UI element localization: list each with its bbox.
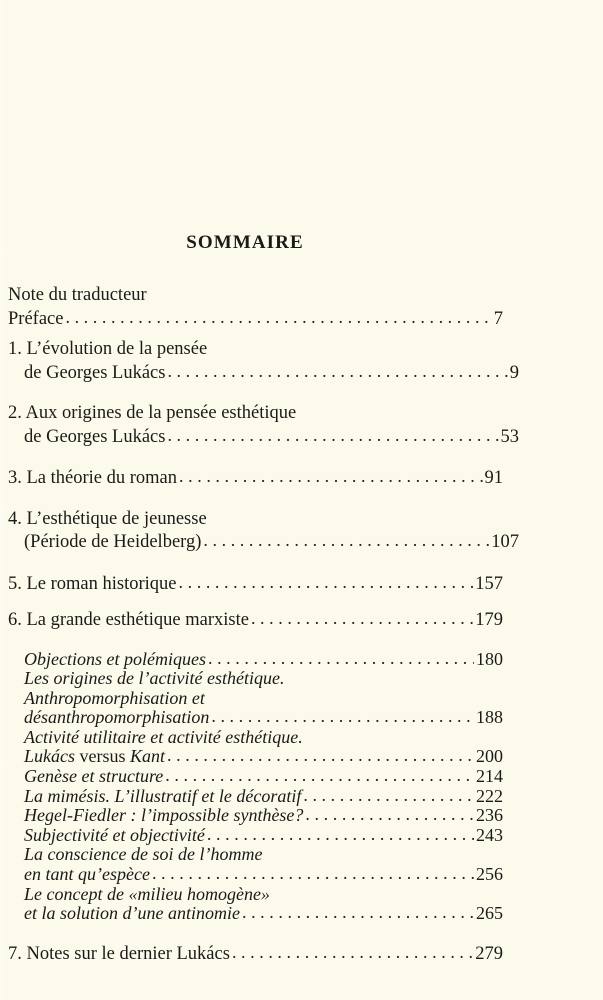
- subsection-label: Anthropomorphisation et: [24, 687, 205, 708]
- dot-leader: [179, 465, 482, 488]
- dot-leader: [152, 864, 474, 884]
- subsection-label-part-3: Kant: [125, 746, 166, 767]
- toc-line: [8, 425, 519, 449]
- toc-entry-label: 5. Le roman historique: [8, 573, 177, 594]
- toc-entry-label: 4. L’esthétique de jeunesse: [8, 508, 207, 529]
- dot-leader: [232, 941, 473, 964]
- toc-entry-label: 2. Aux origines de la pensée esthétique: [8, 403, 297, 423]
- dot-leader: [165, 766, 474, 786]
- dot-leader: [242, 903, 474, 923]
- dot-leader: [251, 607, 473, 630]
- subsection-label: Activité utilitaire et activité esthétique.: [24, 726, 303, 747]
- toc-line: [8, 338, 503, 361]
- subsection-label-part-2: versus: [79, 746, 126, 767]
- toc-entry-label: 3. La théorie du roman: [8, 468, 178, 488]
- toc-line: [8, 508, 503, 531]
- toc-entry-chapter-6[interactable]: [8, 608, 503, 632]
- toc-line: [8, 307, 503, 331]
- subsection-item[interactable]: [24, 865, 503, 885]
- toc-entry-label: 1. L’évolution de la pensée: [8, 339, 208, 359]
- spacer: [8, 924, 503, 942]
- toc-entry-chapter-5[interactable]: [8, 572, 503, 596]
- spacer: [8, 632, 503, 650]
- toc-line: [8, 361, 519, 385]
- toc-line: [8, 942, 503, 966]
- subsection-item[interactable]: [24, 708, 503, 728]
- subsection-page-number: 188: [476, 707, 503, 728]
- toc-entry-chapter-2[interactable]: [8, 402, 519, 448]
- dot-leader: [179, 571, 474, 594]
- toc-line: [8, 466, 503, 490]
- dot-leader: [65, 306, 491, 329]
- dot-leader: [203, 529, 489, 552]
- toc-entry-chapter-1[interactable]: [8, 338, 519, 384]
- dot-leader: [167, 424, 498, 447]
- subsection-page-number: 256: [476, 864, 503, 885]
- spacer: [8, 330, 503, 338]
- subsection-label: Le concept de «milieu homogène»: [24, 883, 270, 904]
- subsection-item[interactable]: [24, 689, 503, 709]
- dot-leader: [207, 825, 474, 845]
- dot-leader: [167, 360, 507, 383]
- toc-line: [8, 402, 503, 425]
- toc-page-number: 157: [475, 573, 503, 594]
- toc-page-number: 53: [500, 426, 519, 447]
- subsection-item[interactable]: [24, 728, 503, 748]
- subsection-label: La conscience de soi de l’homme: [24, 844, 263, 865]
- subsection-label: Subjectivité et objectivité: [24, 824, 205, 845]
- dot-leader: [211, 707, 474, 727]
- page-title: SOMMAIRE: [186, 232, 304, 253]
- toc-entry-label: Note du traducteur: [8, 285, 147, 305]
- dot-leader: [303, 786, 474, 806]
- subsection-label-part-1: Lukács: [24, 746, 80, 767]
- toc-line: [8, 284, 503, 307]
- toc-entry-label-cont: de Georges Lukács: [24, 362, 166, 383]
- toc-entry-note-traducteur[interactable]: [8, 284, 503, 307]
- subsection-label: [24, 747, 165, 767]
- subsection-label: Genèse et structure: [24, 766, 164, 787]
- subsection-page-number: 243: [476, 824, 503, 845]
- subsection-list: [8, 650, 503, 924]
- toc-page-number: 179: [475, 610, 503, 630]
- subsection-label: Les origines de l’activité esthétique.: [24, 668, 285, 689]
- subsection-page-number: 222: [476, 785, 503, 806]
- toc-entry-chapter-4[interactable]: [8, 508, 519, 554]
- toc-page-number: 7: [493, 308, 503, 329]
- subsection-page-number: 180: [476, 648, 503, 669]
- subsection-label: en tant qu’espèce: [24, 864, 150, 885]
- subsection-item[interactable]: [24, 904, 503, 924]
- subsection-item-lukacs-versus-kant[interactable]: [24, 747, 503, 767]
- table-of-contents: [8, 284, 519, 965]
- toc-entry-label: Préface: [8, 308, 64, 329]
- dot-leader: [305, 805, 474, 825]
- toc-line: [8, 530, 519, 554]
- subsection-label: La mimésis. L’illustratif et le décoratif: [24, 785, 302, 806]
- toc-page-number: 279: [475, 943, 503, 964]
- toc-entry-chapter-3[interactable]: [8, 466, 503, 490]
- spacer: [8, 448, 503, 466]
- toc-entry-label: 6. La grande esthétique marxiste: [8, 610, 249, 630]
- dot-leader: [167, 746, 474, 766]
- toc-page-number: 9: [509, 362, 519, 383]
- subsection-item[interactable]: [24, 669, 503, 689]
- subsection-page-number: 214: [476, 766, 503, 787]
- subsection-item[interactable]: [24, 806, 503, 826]
- spacer: [8, 490, 503, 508]
- toc-entry-label-cont: (Période de Heidelberg): [24, 532, 202, 552]
- subsection-page-number: 265: [476, 903, 503, 924]
- toc-entry-chapter-7[interactable]: [8, 942, 503, 966]
- spacer: [8, 384, 503, 402]
- subsection-item[interactable]: [24, 845, 503, 865]
- subsection-item[interactable]: [24, 767, 503, 787]
- subsection-label: et la solution d’une antinomie: [24, 903, 240, 924]
- toc-line: [8, 608, 503, 632]
- spacer: [8, 554, 503, 572]
- subsection-label: Hegel-Fiedler : l’impossible synthèse?: [24, 805, 304, 826]
- toc-page-number: 107: [491, 532, 519, 552]
- subsection-page-number: 236: [476, 805, 503, 826]
- subsection-item[interactable]: [24, 787, 503, 807]
- subsection-label: Objections et polémiques: [24, 648, 206, 669]
- toc-entry-preface[interactable]: [8, 307, 503, 331]
- toc-entry-label: 7. Notes sur le dernier Lukács: [8, 943, 230, 964]
- toc-page-number: 91: [484, 468, 503, 488]
- subsection-item[interactable]: [24, 650, 503, 670]
- subsection-label: désanthropomorphisation: [24, 707, 210, 728]
- toc-line: [8, 572, 503, 596]
- subsection-item[interactable]: [24, 885, 503, 905]
- dot-leader: [208, 649, 474, 669]
- subsection-page-number: 200: [476, 746, 503, 767]
- toc-entry-label-cont: de Georges Lukács: [24, 426, 166, 447]
- subsection-item[interactable]: [24, 826, 503, 846]
